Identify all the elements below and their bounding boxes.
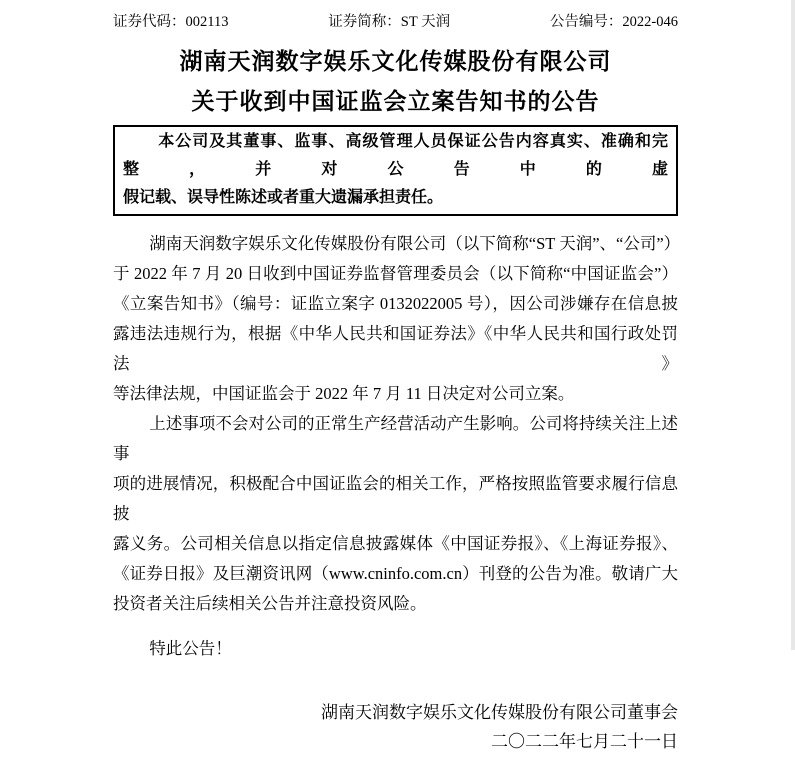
paragraph-line: 等法律法规，中国证监会于 2022 年 7 月 11 日决定对公司立案。: [113, 384, 575, 403]
stock-name-label: 证券简称：: [328, 14, 401, 30]
stock-code-label: 证券代码：: [113, 14, 186, 30]
stock-code-value: 002113: [185, 14, 229, 30]
stock-name-value: ST 天润: [400, 14, 451, 30]
paragraph-line: 上述事项不会对公司的正常生产经营活动产生影响。公司将持续关注上述事: [113, 414, 678, 463]
meta-row: [113, 0, 678, 32]
page-edge-shadow: [791, 0, 795, 650]
announcement-number-label: 公告编号：: [549, 14, 623, 30]
signature-block: [113, 700, 678, 758]
stock-code: [113, 12, 228, 32]
announcement-number-value: 2022-046: [622, 14, 678, 30]
paragraph-line: 《立案告知书》（编号：证监立案字 0132022005 号），因公司涉嫌存在信息披: [113, 294, 678, 313]
paragraph-line: 露违法违规行为，根据《中华人民共和国证券法》《中华人民共和国行政处罚法》: [113, 324, 678, 373]
announcement-number: [550, 12, 678, 32]
paragraph-line: 项的进展情况，积极配合中国证监会的相关工作，严格按照监管要求履行信息披: [113, 474, 678, 523]
signature-company: 湖南天润数字娱乐文化传媒股份有限公司董事会: [321, 703, 678, 722]
signature-date: 二〇二二年七月二十一日: [491, 732, 678, 751]
paragraph-line: 于 2022 年 7 月 20 日收到中国证券监督管理委员会（以下简称“中国证监会”）: [113, 264, 678, 283]
closing-statement: 特此公告！: [149, 639, 232, 658]
document-title-line-1: 湖南天润数字娱乐文化传媒股份有限公司: [179, 48, 612, 74]
disclaimer-line: 本公司及其董事、监事、高级管理人员保证公告内容真实、准确和完整，并对公告中的虚: [123, 133, 668, 178]
stock-name: [328, 12, 450, 32]
paragraph-line: 《证券日报》及巨潮资讯网（www.cninfo.com.cn）刊登的公告为准。敬请广大: [113, 564, 678, 583]
paragraph-line: 露义务。公司相关信息以指定信息披露媒体《中国证券报》、《上海证券报》、: [113, 534, 678, 553]
paragraph-line: 投资者关注后续相关公告并注意投资风险。: [113, 594, 427, 613]
body-text: [113, 229, 681, 664]
document-title-line-2: 关于收到中国证监会立案告知书的公告: [191, 88, 600, 114]
disclaimer-line: 假记载、误导性陈述或者重大遗漏承担责任。: [123, 189, 444, 206]
disclaimer-box: [113, 125, 678, 216]
paragraph-line: 湖南天润数字娱乐文化传媒股份有限公司（以下简称“ST 天润”、“公司”）: [149, 234, 681, 253]
